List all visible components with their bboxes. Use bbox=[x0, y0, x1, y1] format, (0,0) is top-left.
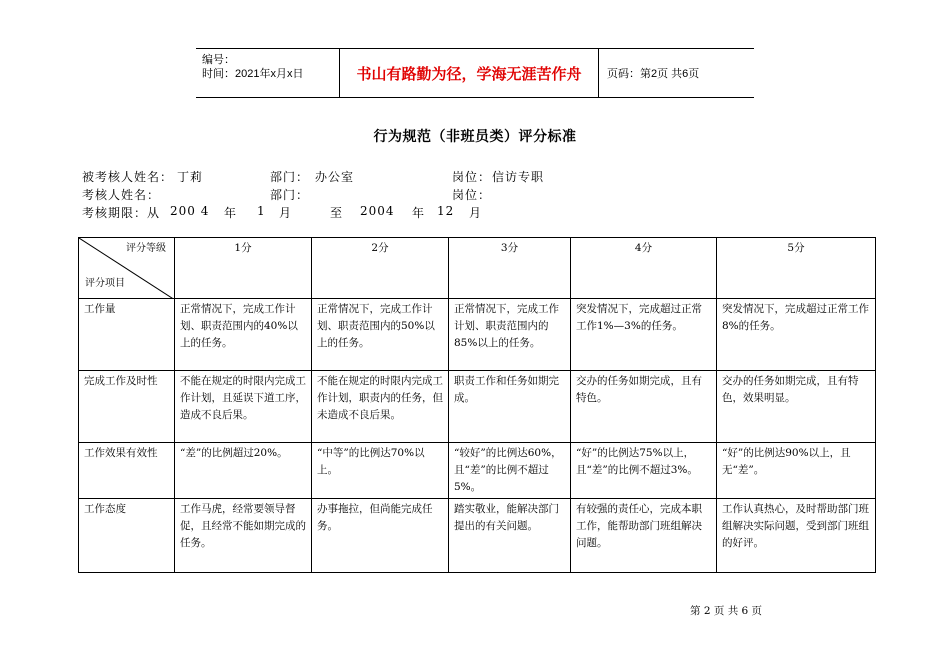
table-cell: 正常情况下，完成工作计划、职责范围内的85%以上的任务。 bbox=[449, 299, 571, 371]
table-cell: “中等”的比例达70%以上。 bbox=[312, 443, 449, 499]
table-cell: 办事拖拉，但尚能完成任务。 bbox=[312, 499, 449, 573]
table-cell: 工作认真热心，及时帮助部门班组解决实际问题，受到部门班组的好评。 bbox=[717, 499, 876, 573]
table-cell: “较好”的比例达60%，且“差”的比例不超过5%。 bbox=[449, 443, 571, 499]
score-header: 4分 bbox=[571, 238, 717, 299]
table-cell: “差”的比例超过20%。 bbox=[175, 443, 312, 499]
table-cell: 不能在规定的时限内完成工作计划，职责内的任务，但未造成不良后果。 bbox=[312, 371, 449, 443]
table-cell: 交办的任务如期完成，且有特色，效果明显。 bbox=[717, 371, 876, 443]
table-cell: “好”的比例达90%以上，且无“差”。 bbox=[717, 443, 876, 499]
scoring-table bbox=[78, 237, 876, 573]
table-cell: 交办的任务如期完成，且有特色。 bbox=[571, 371, 717, 443]
number-label: 编号： bbox=[202, 54, 235, 66]
post-label: 岗位： bbox=[452, 188, 492, 202]
period-year-to: 2004 bbox=[360, 204, 395, 218]
month-char: 月 bbox=[469, 206, 483, 220]
header-meta bbox=[196, 49, 339, 97]
score-header: 1分 bbox=[175, 238, 312, 299]
item-label: 工作效果有效性 bbox=[79, 443, 175, 499]
period-label: 考核期限：从 bbox=[82, 206, 161, 220]
score-header: 5分 bbox=[717, 238, 876, 299]
dept-value: 办公室 bbox=[315, 170, 355, 184]
corner-cell bbox=[79, 238, 175, 299]
table-header-row bbox=[79, 238, 876, 299]
page-footer: 第 2 页 共 6 页 bbox=[690, 605, 763, 617]
table-row bbox=[79, 299, 876, 371]
score-header: 3分 bbox=[449, 238, 571, 299]
motto: 书山有路勤为径，学海无涯苦作舟 bbox=[339, 49, 599, 97]
page-code: 页码：第2页 共6页 bbox=[607, 68, 700, 80]
table-cell: 突发情况下，完成超过正常工作8%的任务。 bbox=[717, 299, 876, 371]
post-label: 岗位： bbox=[452, 170, 492, 184]
table-cell: 不能在规定的时限内完成工作计划，且延误下道工序，造成不良后果。 bbox=[175, 371, 312, 443]
table-cell: 踏实敬业，能解决部门提出的有关问题。 bbox=[449, 499, 571, 573]
to-char: 至 bbox=[330, 206, 344, 220]
item-label: 工作态度 bbox=[79, 499, 175, 573]
document-title: 行为规范（非班员类）评分标准 bbox=[373, 129, 577, 145]
year-char: 年 bbox=[412, 206, 426, 220]
month-from: 1 bbox=[257, 204, 266, 218]
post-value: 信访专职 bbox=[492, 170, 545, 184]
table-cell: 职责工作和任务如期完成。 bbox=[449, 371, 571, 443]
table-row bbox=[79, 443, 876, 499]
table-cell: 正常情况下，完成工作计划、职责范围内的40%以上的任务。 bbox=[175, 299, 312, 371]
score-header: 2分 bbox=[312, 238, 449, 299]
corner-top-label: 评分等级 bbox=[126, 243, 166, 254]
table-cell: 工作马虎，经常要领导督促，且经常不能如期完成的任务。 bbox=[175, 499, 312, 573]
table-cell: “好”的比例达75%以上，且“差”的比例不超过3%。 bbox=[571, 443, 717, 499]
table-cell: 正常情况下，完成工作计划、职责范围内的50%以上的任务。 bbox=[312, 299, 449, 371]
examinee-label: 被考核人姓名： bbox=[82, 170, 174, 184]
item-label: 工作量 bbox=[79, 299, 175, 371]
period-year-from: 200 4 bbox=[170, 204, 210, 218]
dept-label: 部门： bbox=[270, 188, 310, 202]
table-row bbox=[79, 371, 876, 443]
month-to: 12 bbox=[437, 204, 455, 218]
table-cell: 有较强的责任心，完成本职工作，能帮助部门班组解决问题。 bbox=[571, 499, 717, 573]
document-header bbox=[196, 48, 754, 98]
date-label: 时间：2021年x月x日 bbox=[202, 68, 304, 80]
table-cell: 突发情况下，完成超过正常工作1%—3%的任务。 bbox=[571, 299, 717, 371]
year-char: 年 bbox=[224, 206, 238, 220]
corner-bottom-label: 评分项目 bbox=[85, 278, 125, 289]
item-label: 完成工作及时性 bbox=[79, 371, 175, 443]
month-char: 月 bbox=[279, 206, 293, 220]
examinee-name: 丁莉 bbox=[177, 170, 204, 184]
dept-label: 部门： bbox=[270, 170, 310, 184]
table-row bbox=[79, 499, 876, 573]
examiner-label: 考核人姓名： bbox=[82, 188, 161, 202]
